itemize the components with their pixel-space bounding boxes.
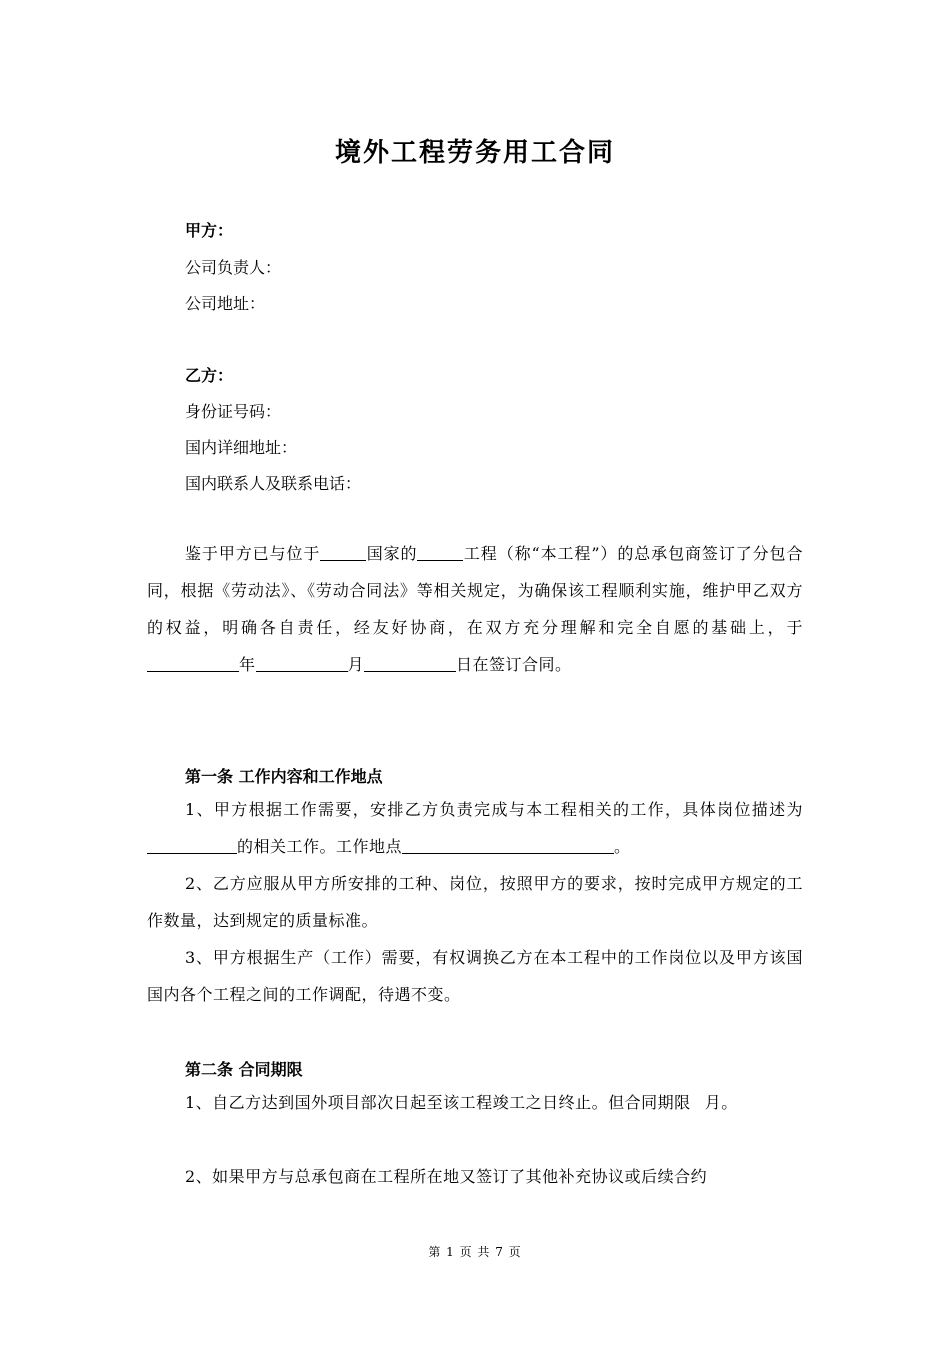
blank-project — [417, 544, 463, 561]
article2-clause1-text-a: 1、自乙方达到国外项目部次日起至该工程竣工之日终止。但合同期限 — [185, 1093, 691, 1112]
blank-month — [256, 655, 348, 672]
article2-heading: 第二条 合同期限 — [185, 1060, 303, 1079]
preamble-text-3: 工程（称“本工程”）的总承包商签订了分包合同，根据《劳动法》、《劳动合同法》等相关规定，为确保该工程顺利实施，维护甲乙双方的权益，明确各自责任，经友好协商，在双方充分理解和完全自愿的基础上，于 — [147, 544, 803, 637]
article1-clause3: 3、甲方根据生产（工作）需要，有权调换乙方在本工程中的工作岗位以及甲方该国国内各个工程之间的工作调配，待遇不变。 — [147, 948, 803, 1004]
preamble-text-2: 国家的 — [366, 544, 418, 563]
article1-clause1-text-b: 的相关工作。工作地点 — [237, 837, 403, 856]
party-b-label: 乙方： — [185, 366, 234, 385]
party-a-field-manager: 公司负责人： — [185, 258, 282, 277]
document-title: 境外工程劳务用工合同 — [334, 138, 615, 168]
blank-job-description — [147, 837, 237, 854]
article1-clause2: 2、乙方应服从甲方所安排的工种、岗位，按照甲方的要求，按时完成甲方规定的工作数量，达到规定的质量标准。 — [147, 874, 803, 930]
preamble-paragraph — [147, 535, 803, 683]
blank-day — [364, 655, 456, 672]
blank-year — [147, 655, 239, 672]
preamble-day: 日在 — [456, 655, 490, 674]
preamble-end: 签订合同。 — [489, 655, 572, 674]
party-b-field-contact: 国内联系人及联系电话： — [185, 474, 362, 493]
article1-clause1-text-a: 1、甲方根据工作需要，安排乙方负责完成与本工程相关的工作，具体岗位描述为 — [185, 800, 803, 819]
article2-clause2: 2、如果甲方与总承包商在工程所在地又签订了其他补充协议或后续合约 — [185, 1167, 708, 1186]
preamble-year: 年 — [239, 655, 256, 674]
party-b-field-id: 身份证号码： — [185, 402, 282, 421]
blank-term — [691, 1094, 705, 1110]
preamble-month: 月 — [347, 655, 365, 674]
article1-clause1 — [147, 791, 803, 865]
party-b-field-address: 国内详细地址： — [185, 438, 298, 457]
page-number: 第 1 页 共 7 页 — [428, 1245, 522, 1259]
preamble-text-1: 鉴于甲方已与位于 — [185, 544, 321, 563]
article2-clause1 — [147, 1084, 803, 1121]
blank-work-location — [402, 837, 614, 854]
article2-clause1-text-b: 月。 — [704, 1093, 738, 1112]
party-a-label: 甲方： — [185, 221, 234, 240]
blank-country — [320, 544, 366, 561]
article1-heading: 第一条 工作内容和工作地点 — [185, 767, 383, 786]
party-a-field-address: 公司地址： — [185, 294, 266, 313]
article1-clause1-text-c: 。 — [614, 837, 631, 856]
